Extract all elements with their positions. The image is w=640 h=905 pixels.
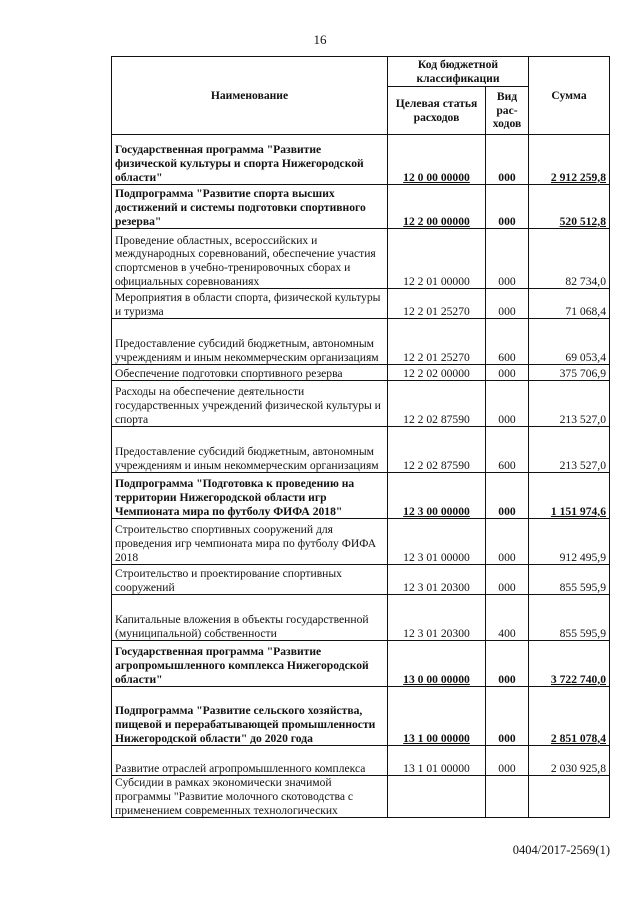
row-type: 000 [486, 519, 529, 565]
row-code: 12 2 02 00000 [388, 365, 486, 381]
table-row [112, 595, 610, 641]
row-name: Государственная программа "Развитие физической культуры и спорта Нижегородской области" [112, 135, 388, 185]
row-name: Развитие отраслей агропромышленного комплекса [112, 746, 388, 776]
row-sum: 1 151 974,6 [529, 473, 610, 519]
row-code: 12 3 01 20300 [388, 595, 486, 641]
row-type: 000 [486, 289, 529, 319]
row-sum: 912 495,9 [529, 519, 610, 565]
table-row [112, 289, 610, 319]
document-code: 0404/2017-2569(1) [512, 843, 610, 857]
row-sum [529, 776, 610, 818]
row-type: 000 [486, 565, 529, 595]
header-code-group: Код бюджетной классификации [388, 57, 529, 87]
row-code [388, 776, 486, 818]
row-sum: 375 706,9 [529, 365, 610, 381]
row-name: Подпрограмма "Подготовка к проведению на территории Нижегородской области игр Чемпионата мира по футболу ФИФА 2018" [112, 473, 388, 519]
row-type: 600 [486, 319, 529, 365]
row-code: 12 3 01 00000 [388, 519, 486, 565]
row-code: 12 2 01 00000 [388, 229, 486, 289]
table-row [112, 565, 610, 595]
row-type: 000 [486, 381, 529, 427]
row-type: 000 [486, 473, 529, 519]
row-type: 000 [486, 687, 529, 746]
table-row [112, 185, 610, 229]
row-name: Подпрограмма "Развитие спорта высших достижений и системы подготовки спортивного резерва" [112, 185, 388, 229]
row-code: 12 2 02 87590 [388, 427, 486, 473]
table-row [112, 135, 610, 185]
row-type: 400 [486, 595, 529, 641]
row-type: 000 [486, 229, 529, 289]
row-code: 13 1 00 00000 [388, 687, 486, 746]
row-sum: 2 030 925,8 [529, 746, 610, 776]
row-sum: 520 512,8 [529, 185, 610, 229]
row-code: 12 3 01 20300 [388, 565, 486, 595]
row-name: Строительство и проектирование спортивных сооружений [112, 565, 388, 595]
row-type: 000 [486, 135, 529, 185]
table-row [112, 381, 610, 427]
row-sum: 213 527,0 [529, 427, 610, 473]
row-code: 12 2 01 25270 [388, 289, 486, 319]
table-row [112, 365, 610, 381]
row-code: 12 3 00 00000 [388, 473, 486, 519]
table-body [112, 135, 610, 818]
row-type [486, 776, 529, 818]
row-sum: 213 527,0 [529, 381, 610, 427]
table-row [112, 473, 610, 519]
row-sum: 3 722 740,0 [529, 641, 610, 687]
header-sum: Сумма [529, 57, 610, 135]
table-row [112, 319, 610, 365]
row-code: 12 0 00 00000 [388, 135, 486, 185]
row-name: Предоставление субсидий бюджетным, автономным учреждениям и иным некоммерческим организациям [112, 427, 388, 473]
row-name: Капитальные вложения в объекты государственной (муниципальной) собственности [112, 595, 388, 641]
table-row [112, 427, 610, 473]
row-sum: 855 595,9 [529, 595, 610, 641]
page-number: 16 [313, 32, 327, 47]
row-sum: 2 912 259,8 [529, 135, 610, 185]
row-type: 000 [486, 746, 529, 776]
header-target: Целевая статья расходов [388, 87, 486, 135]
row-sum: 855 595,9 [529, 565, 610, 595]
row-type: 000 [486, 185, 529, 229]
row-code: 12 2 00 00000 [388, 185, 486, 229]
row-code: 12 2 02 87590 [388, 381, 486, 427]
table-row [112, 776, 610, 818]
row-sum: 2 851 078,4 [529, 687, 610, 746]
header-type: Вид рас-ходов [486, 87, 529, 135]
row-name: Субсидии в рамках экономически значимой программы "Развитие молочного скотоводства с применением современных технологических [112, 776, 388, 818]
row-code: 12 2 01 25270 [388, 319, 486, 365]
header-name: Наименование [112, 57, 388, 135]
row-sum: 82 734,0 [529, 229, 610, 289]
row-type: 000 [486, 641, 529, 687]
table-row [112, 641, 610, 687]
row-sum: 69 053,4 [529, 319, 610, 365]
table-row [112, 746, 610, 776]
budget-table [111, 56, 610, 818]
row-name: Государственная программа "Развитие агропромышленного комплекса Нижегородской области" [112, 641, 388, 687]
row-name: Мероприятия в области спорта, физической культуры и туризма [112, 289, 388, 319]
row-type: 000 [486, 365, 529, 381]
row-name: Подпрограмма "Развитие сельского хозяйства, пищевой и перерабатывающей промышленности Нижегородской области" до 2020 года [112, 687, 388, 746]
row-name: Предоставление субсидий бюджетным, автономным учреждениям и иным некоммерческим организациям [112, 319, 388, 365]
row-sum: 71 068,4 [529, 289, 610, 319]
row-name: Строительство спортивных сооружений для проведения игр чемпионата мира по футболу ФИФА 2018 [112, 519, 388, 565]
row-code: 13 1 01 00000 [388, 746, 486, 776]
row-code: 13 0 00 00000 [388, 641, 486, 687]
row-name: Обеспечение подготовки спортивного резерва [112, 365, 388, 381]
row-name: Расходы на обеспечение деятельности государственных учреждений физической культуры и спорта [112, 381, 388, 427]
table-row [112, 519, 610, 565]
table-row [112, 229, 610, 289]
table-row [112, 687, 610, 746]
row-name: Проведение областных, всероссийских и международных соревнований, обеспечение участия спортсменов в учебно-тренировочных сборах и официальных соревнованиях [112, 229, 388, 289]
row-type: 600 [486, 427, 529, 473]
